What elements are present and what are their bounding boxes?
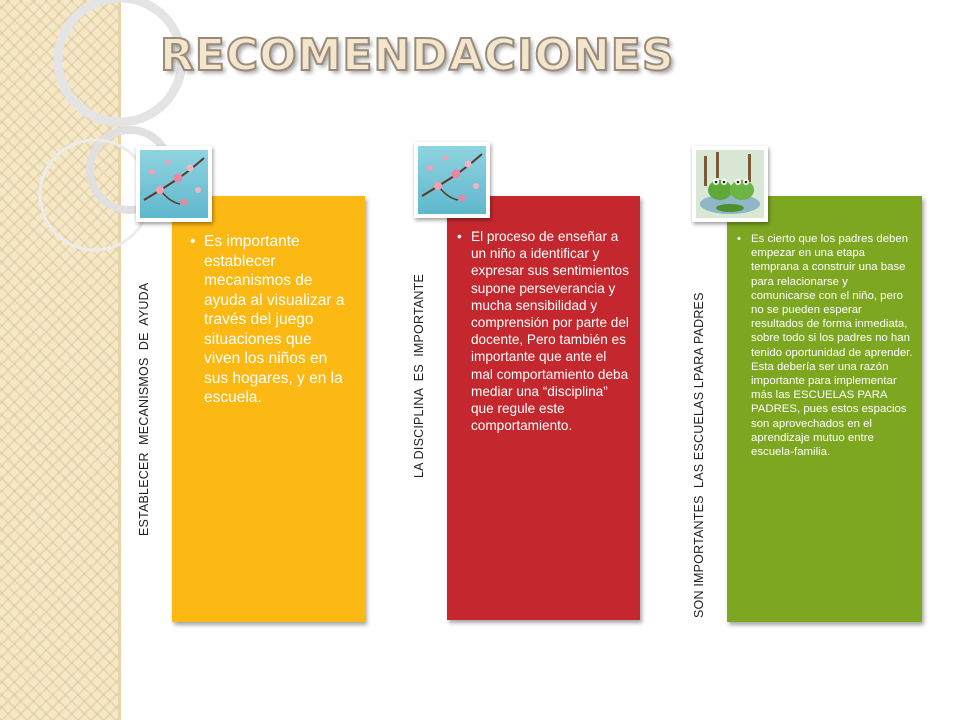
- recommendation-box-escuelas-padres: [727, 196, 922, 622]
- cherry-blossom-image: [414, 142, 490, 218]
- page-title: RECOMENDACIONES: [160, 30, 675, 81]
- recommendation-text: • Es cierto que los padres deben empezar en una etapa temprana a construir una base para relacionarse y comunicarse con el niño, pero no se pueden esperar resultados de forma inmediata, sobre todo si los padres no han tenido oportunidad de aprender. Esta debería ser una razón importante para implementar más las ESCUELAS PARA PADRES, pues estos espacios son aprovechados en el aprendizaje mutuo entre escuela-familia.: [737, 232, 914, 459]
- recommendation-box-disciplina: [447, 196, 640, 620]
- column-label-ayuda: ESTABLECER MECANISMOS DE AYUDA: [137, 282, 151, 536]
- column-label-disciplina: LA DISCIPLINA ES IMPORTANTE: [412, 273, 426, 478]
- decorative-side-strip: [0, 0, 121, 720]
- recommendation-text: • El proceso de enseñar a un niño a identificar y expresar sus sentimientos supone perseverancia y mucha sensibilidad y comprensión por parte del docente, Pero también es importante que ante el mal comportamiento deba mediar una “disciplina” que regule este comportamiento.: [457, 228, 630, 434]
- frogs-image: [692, 146, 768, 222]
- column-label-escuelas-padres: SON IMPORTANTES LAS ESCUELAS LPARA PADRES: [692, 292, 706, 618]
- recommendation-box-ayuda: [172, 196, 365, 622]
- recommendation-text: • Es importante establecer mecanismos de ayuda al visualizar a través del juego situaciones que viven los niños en sus hogares, y en la escuela.: [190, 232, 351, 408]
- cherry-blossom-image: [136, 146, 212, 222]
